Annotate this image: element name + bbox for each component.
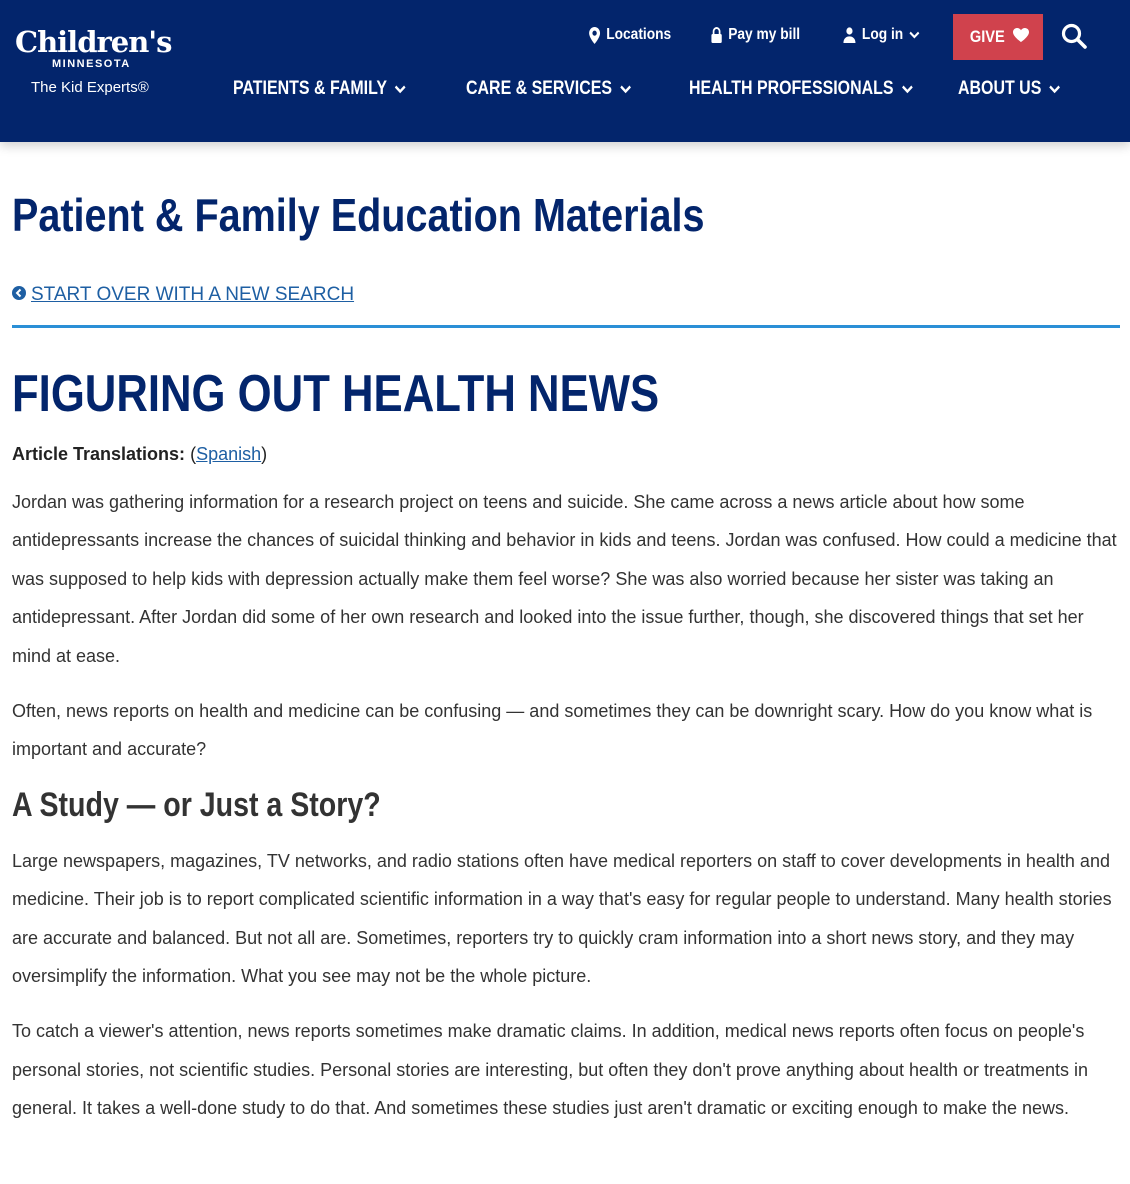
start-over-link[interactable]: START OVER WITH A NEW SEARCH: [31, 284, 355, 305]
logo-tagline: The Kid Experts®: [31, 79, 149, 96]
nav-patients-family[interactable]: [233, 78, 406, 100]
main-content: [12, 142, 1120, 1128]
chevron-down-icon: [395, 78, 407, 100]
article-paragraph: Large newspapers, magazines, TV networks, and radio stations often have medical reporters on staff to cover developments in health and medicine. Their job is to report complicated scientific information in a way that's easy for regular people to understand. Many health stories are accurate and balanced. But not all are. Sometimes, reporters try to quickly cram information into a short news story, and they may oversimplify the information. What you see may not be the whole picture.: [12, 850, 1112, 987]
chevron-down-icon: [1049, 78, 1061, 100]
locations-link[interactable]: [589, 26, 671, 44]
arrow-left-circle-icon: [12, 286, 26, 305]
nav-label: CARE & SERVICES: [466, 78, 613, 99]
utility-nav: [0, 14, 1130, 60]
logo-subtitle: MINNESOTA: [52, 58, 131, 70]
pay-bill-link[interactable]: [711, 26, 800, 44]
article-paragraph: Jordan was gathering information for a research project on teens and suicide. She came across a news article about how some antidepressants increase the chances of suicidal thinking and behavior in kids and teens. Jordan was confused. How could a medicine that was supposed to help kids with depression actually make them feel worse? She was also worried because her sister was taking an antidepressant. After Jordan did some of her own research and looked into the issue further, though, she discovered things that set her mind at ease.: [12, 492, 1117, 666]
article-title: FIGURING OUT HEALTH NEWS: [12, 365, 660, 423]
nav-label: PATIENTS & FAMILY: [233, 78, 388, 99]
translations-label: Article Translations:: [12, 444, 186, 464]
site-header: [0, 0, 1130, 142]
nav-health-professionals[interactable]: [689, 78, 913, 100]
chevron-down-icon: [909, 31, 919, 39]
login-menu[interactable]: [843, 26, 920, 44]
map-pin-icon: [589, 27, 600, 44]
give-button[interactable]: [953, 14, 1043, 60]
locations-label: Locations: [606, 26, 672, 43]
chevron-down-icon: [620, 78, 632, 100]
user-icon: [843, 27, 856, 43]
lock-icon: [711, 27, 722, 43]
spanish-translation-link[interactable]: Spanish: [196, 444, 262, 464]
nav-about-us[interactable]: [958, 78, 1061, 100]
article-paragraph: Often, news reports on health and medicine can be confusing — and sometimes they can be downright scary. How do you know what is important and accurate?: [12, 701, 1093, 760]
login-label: Log in: [861, 26, 904, 43]
search-icon: [1061, 36, 1087, 53]
heart-icon: [1013, 27, 1029, 47]
nav-label: ABOUT US: [958, 78, 1042, 99]
page-title: Patient & Family Education Materials: [12, 189, 705, 241]
give-label: GIVE: [970, 27, 1005, 46]
logo-brand: Children's: [15, 25, 172, 59]
article-translations: Article Translations: (Spanish): [12, 444, 268, 464]
search-button[interactable]: [1061, 23, 1089, 51]
divider: [12, 325, 1120, 328]
start-over-row: [12, 284, 1120, 306]
article-paragraph: To catch a viewer's attention, news reports sometimes make dramatic claims. In addition, medical news reports often focus on people's personal stories, not scientific studies. Personal stories are interesting, but often they don't prove anything about health or treatments in general. It takes a well-done study to do that. And sometimes these studies just aren't dramatic or exciting enough to make the news.: [12, 1021, 1089, 1119]
nav-label: HEALTH PROFESSIONALS: [689, 78, 894, 99]
pay-bill-label: Pay my bill: [728, 26, 801, 43]
nav-care-services[interactable]: [466, 78, 631, 100]
chevron-down-icon: [901, 78, 913, 100]
section-heading: A Study — or Just a Story?: [12, 785, 381, 824]
